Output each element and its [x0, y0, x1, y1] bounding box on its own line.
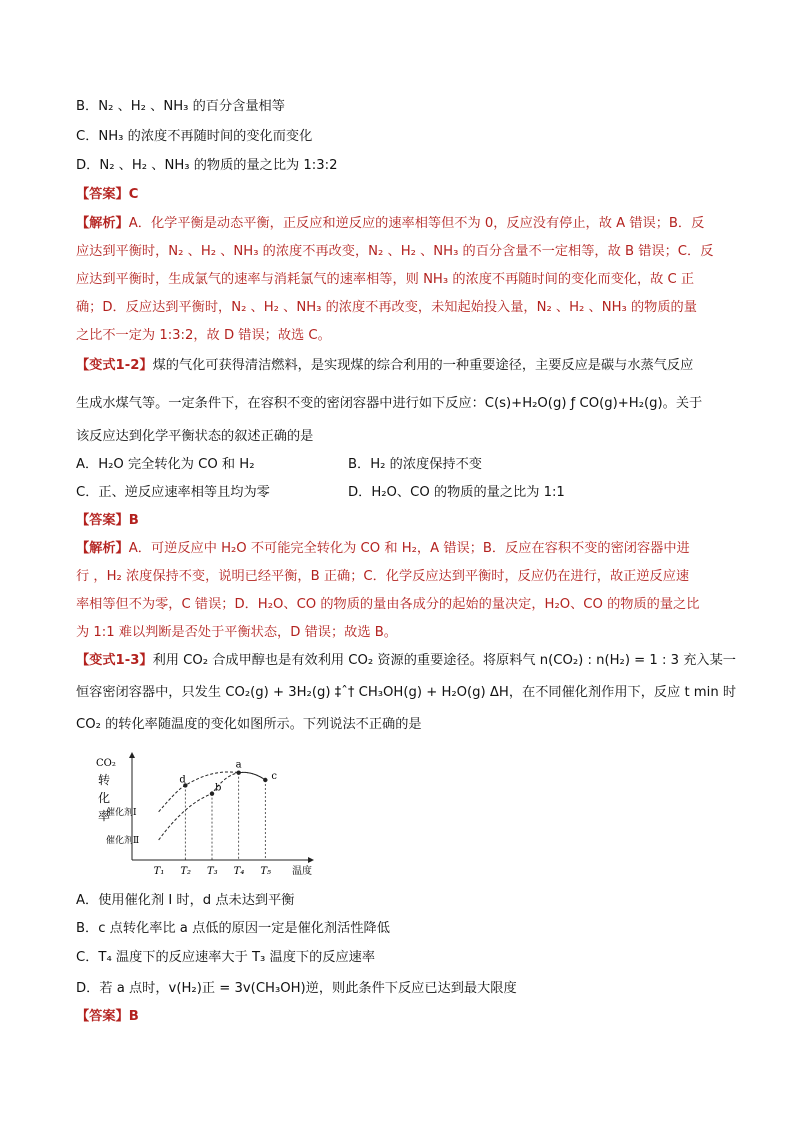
q2-option-d: D．H₂O、CO 的物质的量之比为 1:1 — [348, 485, 565, 500]
q1-option-b: B．N₂ 、H₂ 、NH₃ 的百分含量相等 — [76, 99, 285, 114]
q1-analysis-line: 确；D．反应达到平衡时，N₂ 、H₂ 、NH₃ 的浓度不再改变，未知起始投入量，N₂ 、H₂ 、NH₃ 的物质的量 — [76, 300, 697, 315]
q2-option-c: C．正、逆反应速率相等且均为零 — [76, 485, 270, 500]
x-tick-label: T₄ — [233, 866, 245, 877]
stem-text: 煤的气化可获得清洁燃料，是实现煤的综合利用的一种重要途径，主要反应是碳与水蒸气反应 — [152, 358, 694, 373]
question-tag: 【变式1-2】 — [76, 358, 153, 373]
q3-option-c: C．T₄ 温度下的反应速率大于 T₃ 温度下的反应速率 — [76, 950, 376, 965]
q1-answer — [76, 186, 138, 204]
q2-analysis-line: 行 ，H₂ 浓度保持不变，说明已经平衡，B 正确；C．化学反应达到平衡时，反应仍在进行，故正逆反应速 — [76, 569, 690, 584]
q2-analysis-line — [76, 540, 690, 558]
x-tick-label: T₂ — [180, 866, 192, 877]
q2-option-a: A．H₂O 完全转化为 CO 和 H₂ — [76, 457, 255, 472]
q3-stem-line: 恒容密闭容器中，只发生 CO₂(g) + 3H₂(g) ‡ˆ† CH₃OH(g) + H₂O(g) ΔH，在不同催化剂作用下，反应 t min 时 — [76, 685, 737, 700]
q2-stem-line: 生成水煤气等。一定条件下，在容积不变的密闭容器中进行如下反应：C(s)+H₂O(g) ƒ CO(g)+H₂(g)。关于 — [76, 396, 703, 411]
answer-value: C — [128, 187, 139, 202]
y-axis-label-char: 转 — [98, 773, 111, 787]
x-tick-label: T₅ — [260, 866, 272, 877]
x-tick-label: T₁ — [153, 866, 165, 877]
q3-stem-line: CO₂ 的转化率随温度的变化如图所示。下列说法不正确的是 — [76, 717, 422, 732]
point-label-d: d — [179, 774, 186, 786]
q2-answer — [76, 512, 139, 530]
q3-option-d: D．若 a 点时，v(H₂)正 = 3v(CH₃OH)逆，则此条件下反应已达到最大限度 — [76, 981, 517, 996]
q1-analysis-line — [76, 215, 704, 233]
answer-value: B — [128, 1009, 139, 1024]
analysis-text: A．可逆反应中 H₂O 不可能完全转化为 CO 和 H₂，A 错误；B．反应在容积不变的密闭容器中进 — [128, 541, 690, 556]
point-label-a: a — [235, 759, 242, 771]
y-axis-arrow — [129, 752, 135, 758]
answer-tag: 【答案】 — [76, 513, 129, 528]
point-a — [236, 771, 240, 775]
q1-analysis-line: 之比不一定为 1:3:2，故 D 错误；故选 C。 — [76, 328, 331, 343]
y-axis-label: CO₂ — [96, 758, 116, 769]
series-label-2: 催化剂Ⅱ — [106, 836, 140, 846]
answer-tag: 【答案】 — [76, 187, 129, 202]
q2-stem-line: 该反应达到化学平衡状态的叙述正确的是 — [76, 429, 314, 444]
point-label-b: b — [215, 782, 222, 794]
chart-axes — [129, 752, 314, 863]
answer-value: B — [128, 513, 139, 528]
q1-analysis-line: 应达到平衡时，生成氯气的速率与消耗氯气的速率相等，则 NH₃ 的浓度不再随时间的变化而变化，故 C 正 — [76, 272, 695, 287]
x-axis-label: 温度 — [292, 866, 312, 877]
x-axis-arrow — [308, 857, 314, 863]
q2-stem-line — [76, 357, 693, 375]
analysis-tag: 【解析】 — [76, 541, 129, 556]
conversion-chart — [92, 752, 322, 880]
chart-guides — [185, 773, 265, 860]
analysis-tag: 【解析】 — [76, 216, 129, 231]
point-b — [210, 791, 214, 795]
analysis-text: A．化学平衡是动态平衡，正反应和逆反应的速率相等但不为 0，反应没有停止，故 A 错误；B．反 — [128, 216, 705, 231]
point-label-c: c — [271, 771, 277, 782]
q1-option-c: C．NH₃ 的浓度不再随时间的变化而变化 — [76, 129, 313, 144]
y-axis-label-char: 化 — [98, 791, 111, 805]
chart-labels — [96, 758, 312, 877]
point-c — [263, 778, 267, 782]
q2-analysis-line: 为 1:1 难以判断是否处于平衡状态，D 错误；故选 B。 — [76, 625, 397, 640]
stem-text: 利用 CO₂ 合成甲醇也是有效利用 CO₂ 资源的重要途径。将原料气 n(CO₂) : n(H₂) = 1 : 3 充入某一 — [152, 653, 736, 668]
question-tag: 【变式1-3】 — [76, 653, 153, 668]
q3-option-a: A．使用催化剂 I 时，d 点未达到平衡 — [76, 893, 295, 908]
q1-analysis-line: 应达到平衡时，N₂ 、H₂ 、NH₃ 的浓度不再改变，N₂ 、H₂ 、NH₃ 的百分含量不一定相等，故 B 错误；C．反 — [76, 244, 714, 259]
q3-option-b: B．c 点转化率比 a 点低的原因一定是催化剂活性降低 — [76, 921, 390, 936]
x-tick-label: T₃ — [207, 866, 218, 877]
answer-tag: 【答案】 — [76, 1009, 129, 1024]
q2-analysis-line: 率相等但不为零，C 错误；D．H₂O、CO 的物质的量由各成分的起始的量决定，H₂O、CO 的物质的量之比 — [76, 597, 700, 612]
y-axis-label-char: 率 — [98, 809, 111, 823]
q2-option-b: B．H₂ 的浓度保持不变 — [348, 457, 482, 472]
series-label-1: 催化剂Ⅰ — [106, 807, 137, 818]
q3-answer — [76, 1008, 139, 1026]
q1-option-d: D．N₂ 、H₂ 、NH₃ 的物质的量之比为 1:3:2 — [76, 158, 338, 173]
q3-stem-line — [76, 652, 736, 670]
